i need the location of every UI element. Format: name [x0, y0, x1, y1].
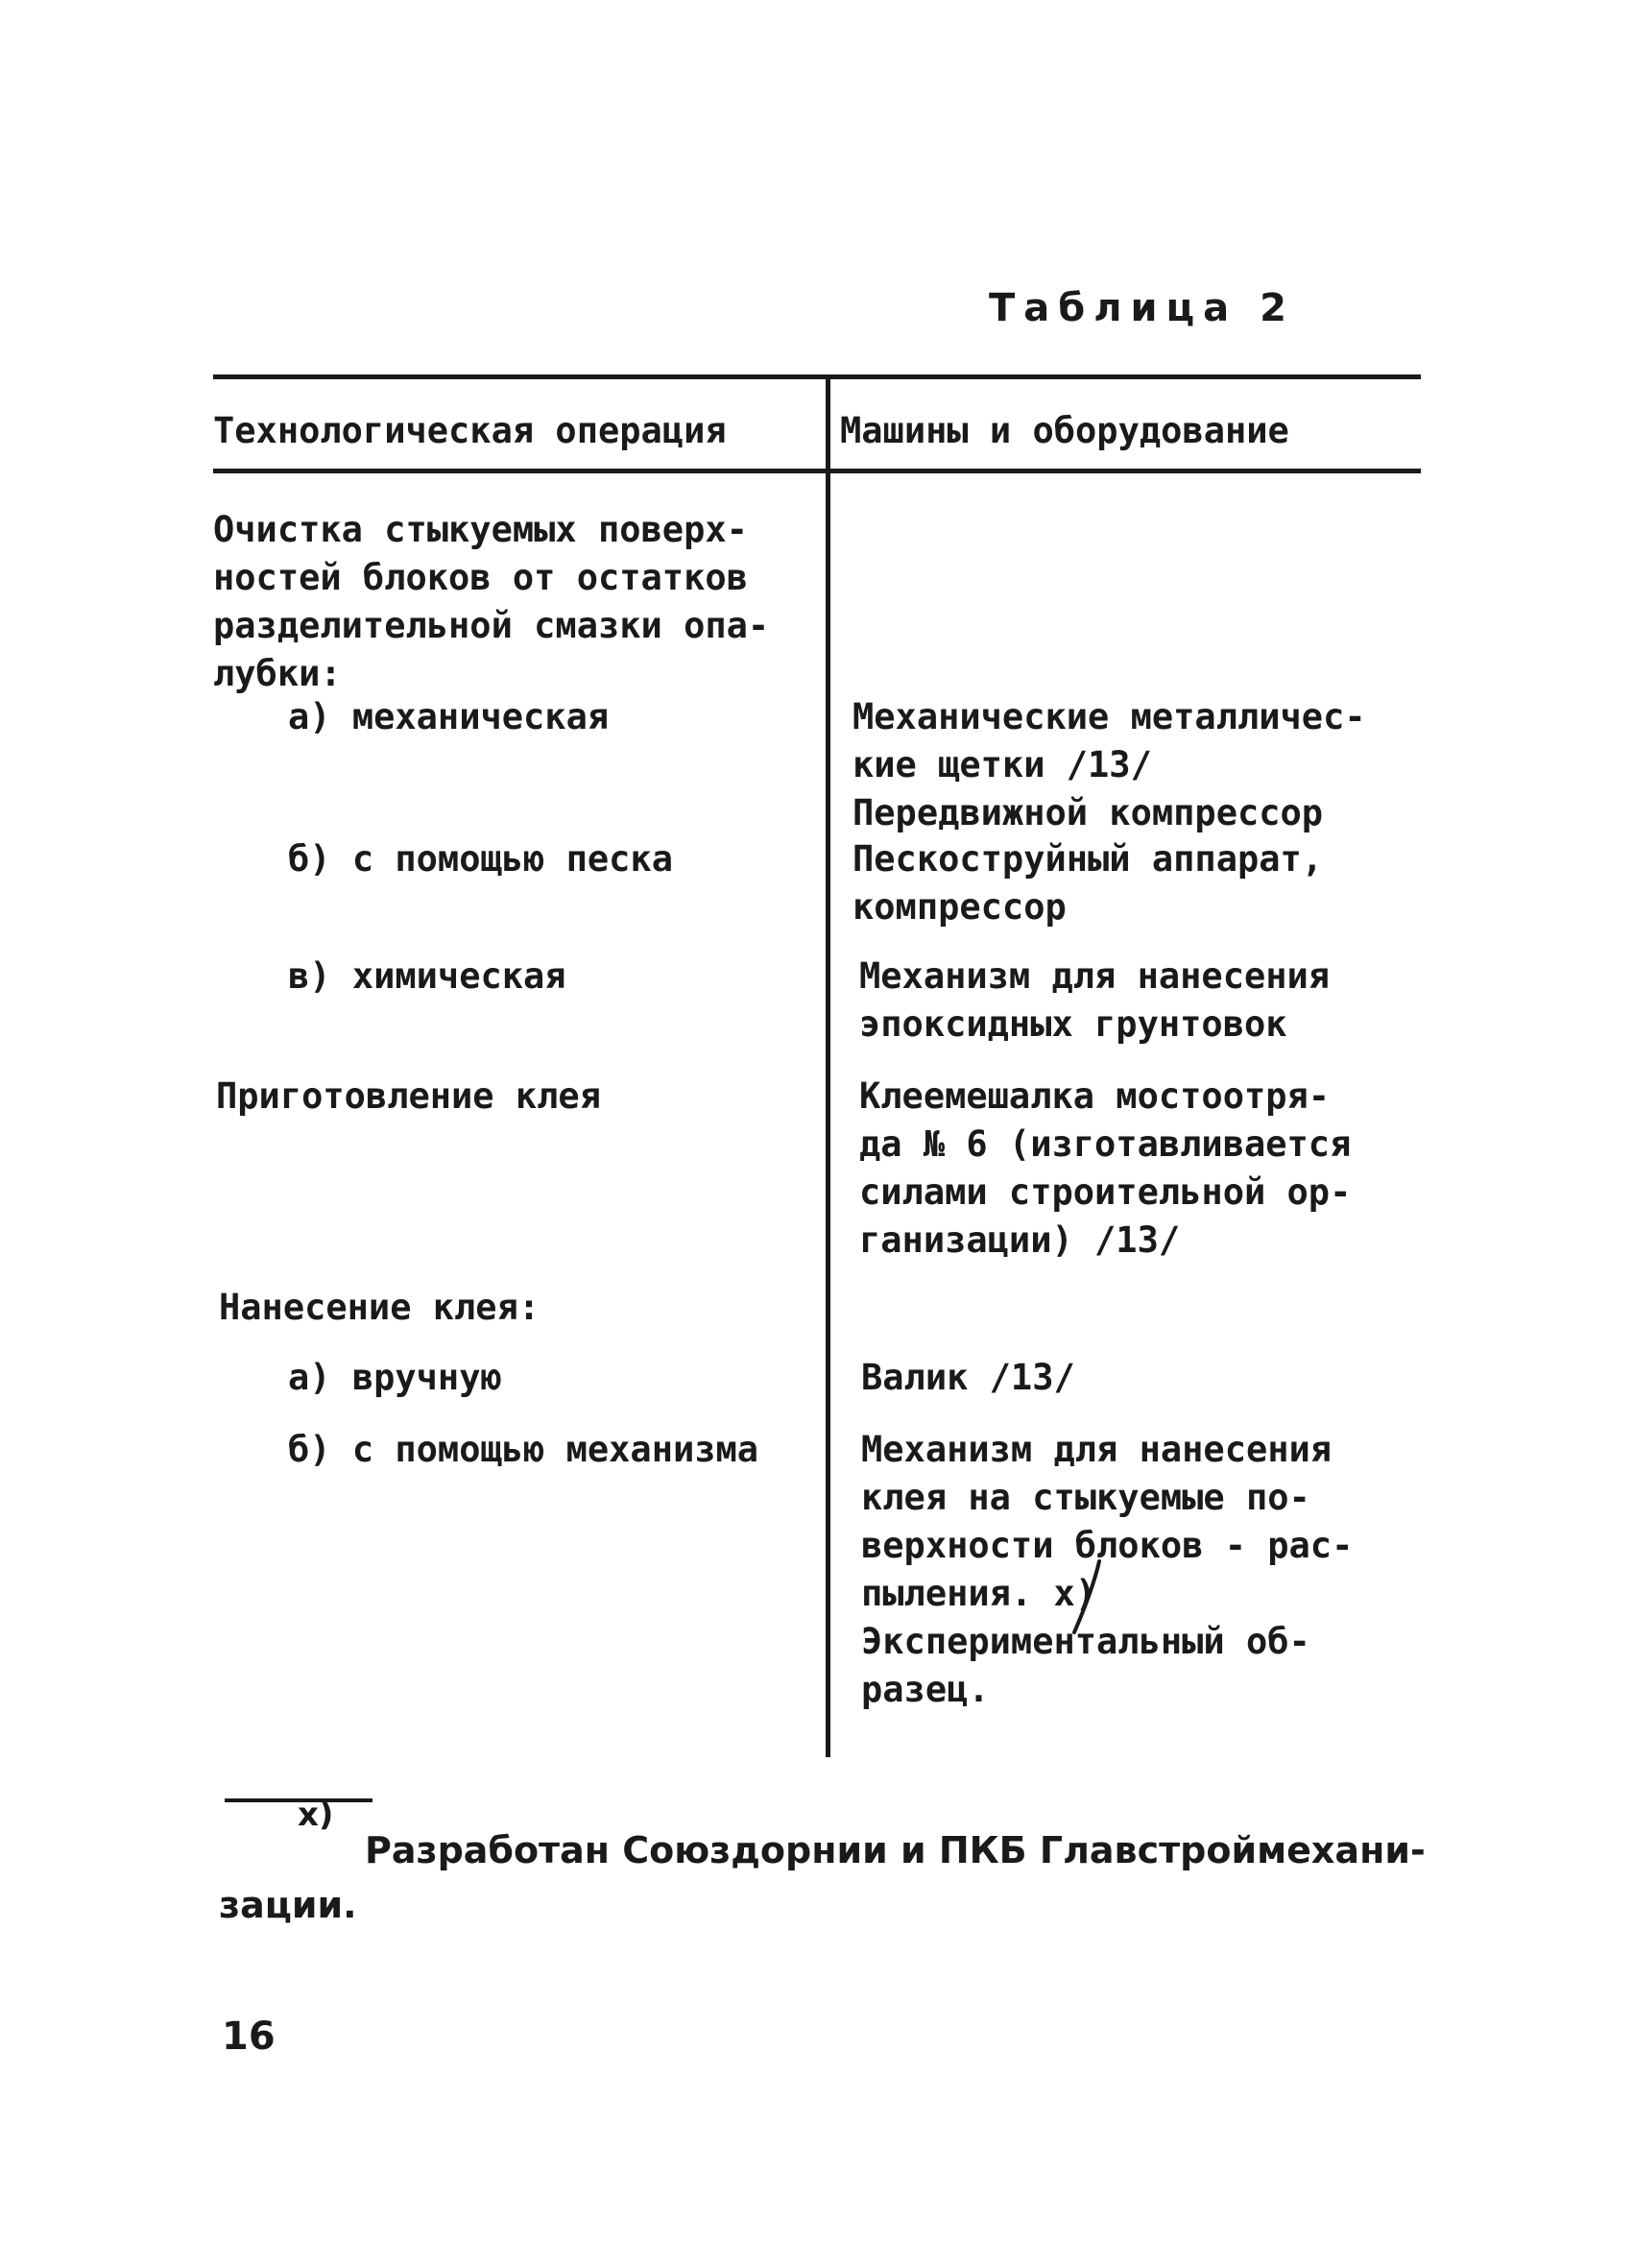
- footnote-line: Разработан Союздорнии и ПКБ Главстроймехани-: [365, 1829, 1426, 1871]
- cleaning-c-equipment: эпоксидных грунтовок: [859, 1003, 1287, 1045]
- glue-apply-a-label: а) вручную: [288, 1357, 502, 1398]
- glue-apply-b-equipment: Механизм для нанесения: [861, 1429, 1333, 1470]
- cleaning-a-label: а) механическая: [288, 696, 610, 737]
- glue-prep-equipment: Клеемешалка мостоотря-: [859, 1075, 1331, 1117]
- cleaning-title-line: разделительной смазки опа-: [213, 605, 770, 646]
- cleaning-title-line: ностей блоков от остатков: [213, 557, 748, 598]
- header-operation: Технологическая операция: [213, 410, 727, 451]
- cleaning-title-line: Очистка стыкуемых поверх-: [213, 509, 748, 550]
- glue-apply-b-equipment: пыления. x): [861, 1573, 1097, 1614]
- glue-apply-b-equipment: разец.: [861, 1669, 990, 1710]
- cleaning-b-equipment: компрессор: [853, 886, 1067, 928]
- glue-apply-a-equipment: Валик /13/: [861, 1357, 1075, 1398]
- glue-prep-label: Приготовление клея: [216, 1075, 601, 1117]
- cleaning-a-equipment: Передвижной компрессор: [853, 792, 1324, 833]
- glue-prep-equipment: ганизации) /13/: [859, 1219, 1181, 1261]
- footnote-marker: x): [298, 1796, 334, 1834]
- glue-apply-b-equipment: Экспериментальный об-: [861, 1621, 1310, 1662]
- glue-apply-b-equipment: верхности блоков - рас-: [861, 1525, 1354, 1566]
- header-bottom-rule: [213, 469, 1421, 473]
- cleaning-b-equipment: Пескоструйный аппарат,: [853, 838, 1324, 880]
- table-top-rule: [213, 374, 1421, 379]
- footnote-line: зации.: [219, 1884, 357, 1926]
- glue-apply-b-equipment: клея на стыкуемые по-: [861, 1477, 1310, 1518]
- cleaning-c-equipment: Механизм для нанесения: [859, 955, 1331, 997]
- column-divider: [826, 377, 830, 1757]
- cleaning-b-label: б) с помощью песка: [288, 838, 673, 880]
- glue-prep-equipment: силами строительной ор-: [859, 1171, 1352, 1213]
- glue-prep-equipment: да № 6 (изготавливается: [859, 1123, 1352, 1165]
- table-caption: Таблица 2: [989, 286, 1295, 330]
- glue-apply-b-label: б) с помощью механизма: [288, 1429, 759, 1470]
- cleaning-a-equipment: Механические металличес-: [853, 696, 1366, 737]
- glue-apply-title: Нанесение клея:: [219, 1287, 540, 1328]
- cleaning-a-equipment: кие щетки /13/: [853, 744, 1152, 785]
- page-number: 16: [222, 2015, 276, 2059]
- cleaning-title-line: лубки:: [213, 653, 342, 694]
- handwritten-mark-icon: [1061, 1557, 1118, 1634]
- cleaning-c-label: в) химическая: [288, 955, 566, 997]
- header-equipment: Машины и оборудование: [840, 410, 1289, 451]
